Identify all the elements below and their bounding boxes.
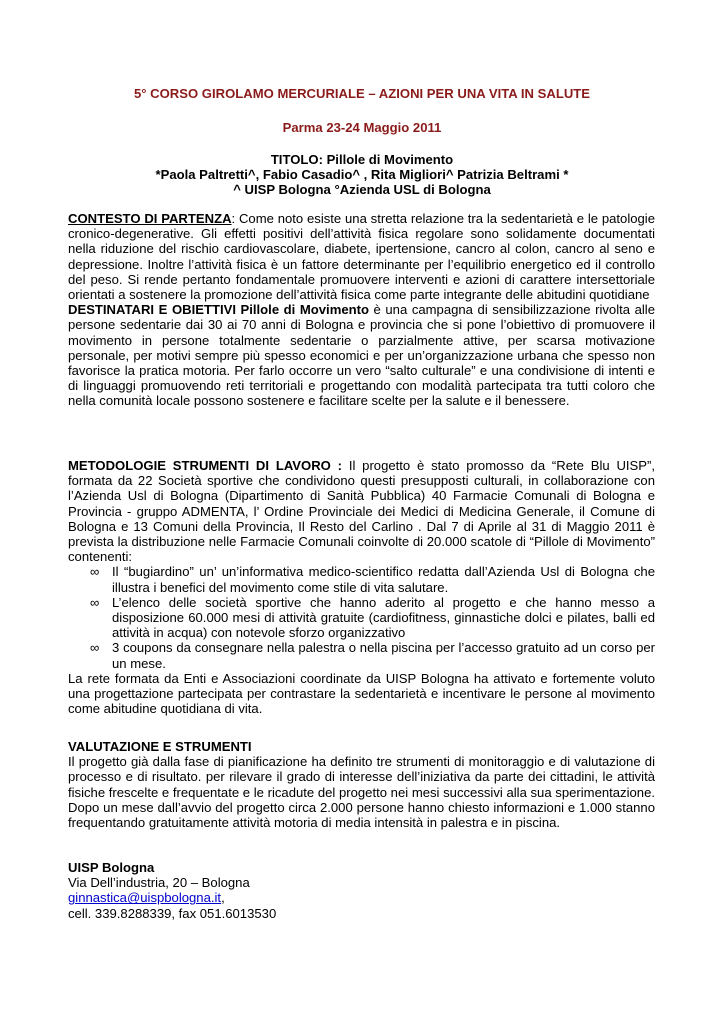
contact-org: UISP Bologna bbox=[68, 860, 155, 875]
contact-address: Via Dell’industria, 20 – Bologna bbox=[68, 875, 250, 891]
valutazione-text: Il progetto già dalla fase di pianificazione ha definito tre strumenti di monitoraggio e di valutazione di processo e di risultato. per rilevare il grado di interesse dell’iniziativa da parte dei cittadini, le attività fisiche frescelte e frequentate e le ricadute del progetto nei mesi successivi alla sua sperimentazione. Dopo un mese dall’avvio del progetto circa 2.000 persone hanno chiesto informazioni e 1.000 stanno frequentando gratuitamente attività motoria di media intensità in palestra e in piscina. bbox=[68, 754, 655, 831]
contact-phone: cell. 339.8288339, fax 051.6013530 bbox=[68, 905, 277, 921]
infinity-bullet-icon: ∞ bbox=[90, 564, 100, 580]
list-item bbox=[68, 640, 655, 670]
valutazione-heading: VALUTAZIONE E STRUMENTI bbox=[68, 739, 252, 754]
metodologie-closing: La rete formata da Enti e Associazioni coordinate da UISP Bologna ha attivato e fortemente voluto una progettazione partecipata per contrastare la sedentarietà e incentivare le persone al movimento come abitudine quotidiana di vita. bbox=[68, 670, 655, 717]
body-section-3 bbox=[68, 739, 655, 830]
course-title: 5° CORSO GIROLAMO MERCURIALE – AZIONI PER UNA VITA IN SALUTE bbox=[133, 86, 591, 101]
list-item-text: 3 coupons da consegnare nella palestra o nella piscina per l’accesso gratuito ad un corso per un mese. bbox=[112, 640, 655, 671]
list-item bbox=[68, 595, 655, 641]
destinatari-paragraph bbox=[68, 302, 655, 408]
destinatari-heading: DESTINATARI E OBIETTIVI Pillole di Movimento bbox=[68, 302, 369, 318]
paper-title: TITOLO: Pillole di Movimento bbox=[270, 152, 454, 167]
body-section-2 bbox=[68, 458, 655, 716]
list-item-text: L’elenco delle società sportive che hanno aderito al progetto e che hanno messo a disposizione 60.000 mesi di attività gratuite (cardiofitness, ginnastiche dolci e pilates, balli ed attività in acqua) con notevole sforzo organizzativo bbox=[112, 594, 655, 641]
contesto-text: : Come noto esiste una stretta relazione tra la sedentarietà e le patologie cronico-degenerative. Gli effetti positivi dell’attività fisica regolare sono solidamente documentati nella riduzione del rischio cardiovascolare, diabete, ipertensione, cancro al colon, cancro al seno e depressione. Inoltre l’attività fisica è un fattore determinante per l’equilibrio energetico ed il controllo del peso. Si rende pertanto fondamentale promuovere interventi e azioni di carattere intersettoriale orientati a sostenere la promozione dell’attività fisica come parte integrante delle abitudini quotidiane bbox=[68, 211, 655, 303]
event-place-date: Parma 23-24 Maggio 2011 bbox=[282, 120, 442, 135]
infinity-bullet-icon: ∞ bbox=[90, 594, 100, 610]
email-link[interactable]: ginnastica@uispbologna.it bbox=[68, 890, 222, 906]
destinatari-text: è una campagna di sensibilizzazione rivolta alle persone sedentarie dai 30 ai 70 anni di Bologna e provincia che si pone l’obiettivo di promuovere il movimento in persone totalmente sedentarie o parzialmente attive, per scarsa motivazione personale, per motivi sempre più spesso economici e per un’organizzazione urbana che spesso non favorisce la pratica motoria. Per farlo occorre un vero “salto culturale” e una condivisione di intenti e di linguaggi promuovendo reti territoriali e progettando con modalità partecipata tra tutti coloro che nella comunità locale possono sostenere e facilitare scelte per la salute e il benessere. bbox=[68, 302, 655, 409]
affiliations-line: ^ UISP Bologna °Azienda USL di Bologna bbox=[233, 182, 491, 197]
email-suffix: , bbox=[221, 890, 225, 906]
body-section-1 bbox=[68, 211, 655, 409]
contents-list bbox=[68, 564, 655, 670]
authors-line: *Paola Paltretti^, Fabio Casadio^ , Rita Migliori^ Patrizia Beltrami * bbox=[155, 167, 569, 182]
contesto-paragraph bbox=[68, 211, 655, 302]
contact-email-line bbox=[68, 890, 655, 905]
metodologie-paragraph bbox=[68, 458, 655, 564]
metodologie-heading: METODOLOGIE STRUMENTI DI LAVORO : bbox=[68, 458, 343, 473]
infinity-bullet-icon: ∞ bbox=[90, 640, 100, 656]
metodologie-text: Il progetto è stato promosso da “Rete Blu UISP”, formata da 22 Società sportive che condividono questi presupposti culturali, in collaborazione con l’Azienda Usl di Bologna (Dipartimento di Sanità Pubblica) 40 Farmacie Comunali di Bologna e Provincia - gruppo ADMENTA, l’ Ordine Provinciale dei Medici di Medicina Generale, il Comune di Bologna e 13 Comuni della Provincia, Il Resto del Carlino . Dal 7 di Aprile al 31 di Maggio 2011 è prevista la distribuzione nelle Farmacie Comunali coinvolte di 20.000 scatole di “Pillole di Movimento” contenenti: bbox=[68, 458, 656, 565]
contact-block bbox=[68, 860, 655, 921]
contesto-heading: CONTESTO DI PARTENZA bbox=[68, 211, 232, 226]
list-item bbox=[68, 564, 655, 594]
list-item-text: Il “bugiardino” un’ un’informativa medico-scientifico redatta dall’Azienda Usl di Bologna che illustra i benefici del movimento come stile di vita salutare. bbox=[112, 564, 655, 595]
